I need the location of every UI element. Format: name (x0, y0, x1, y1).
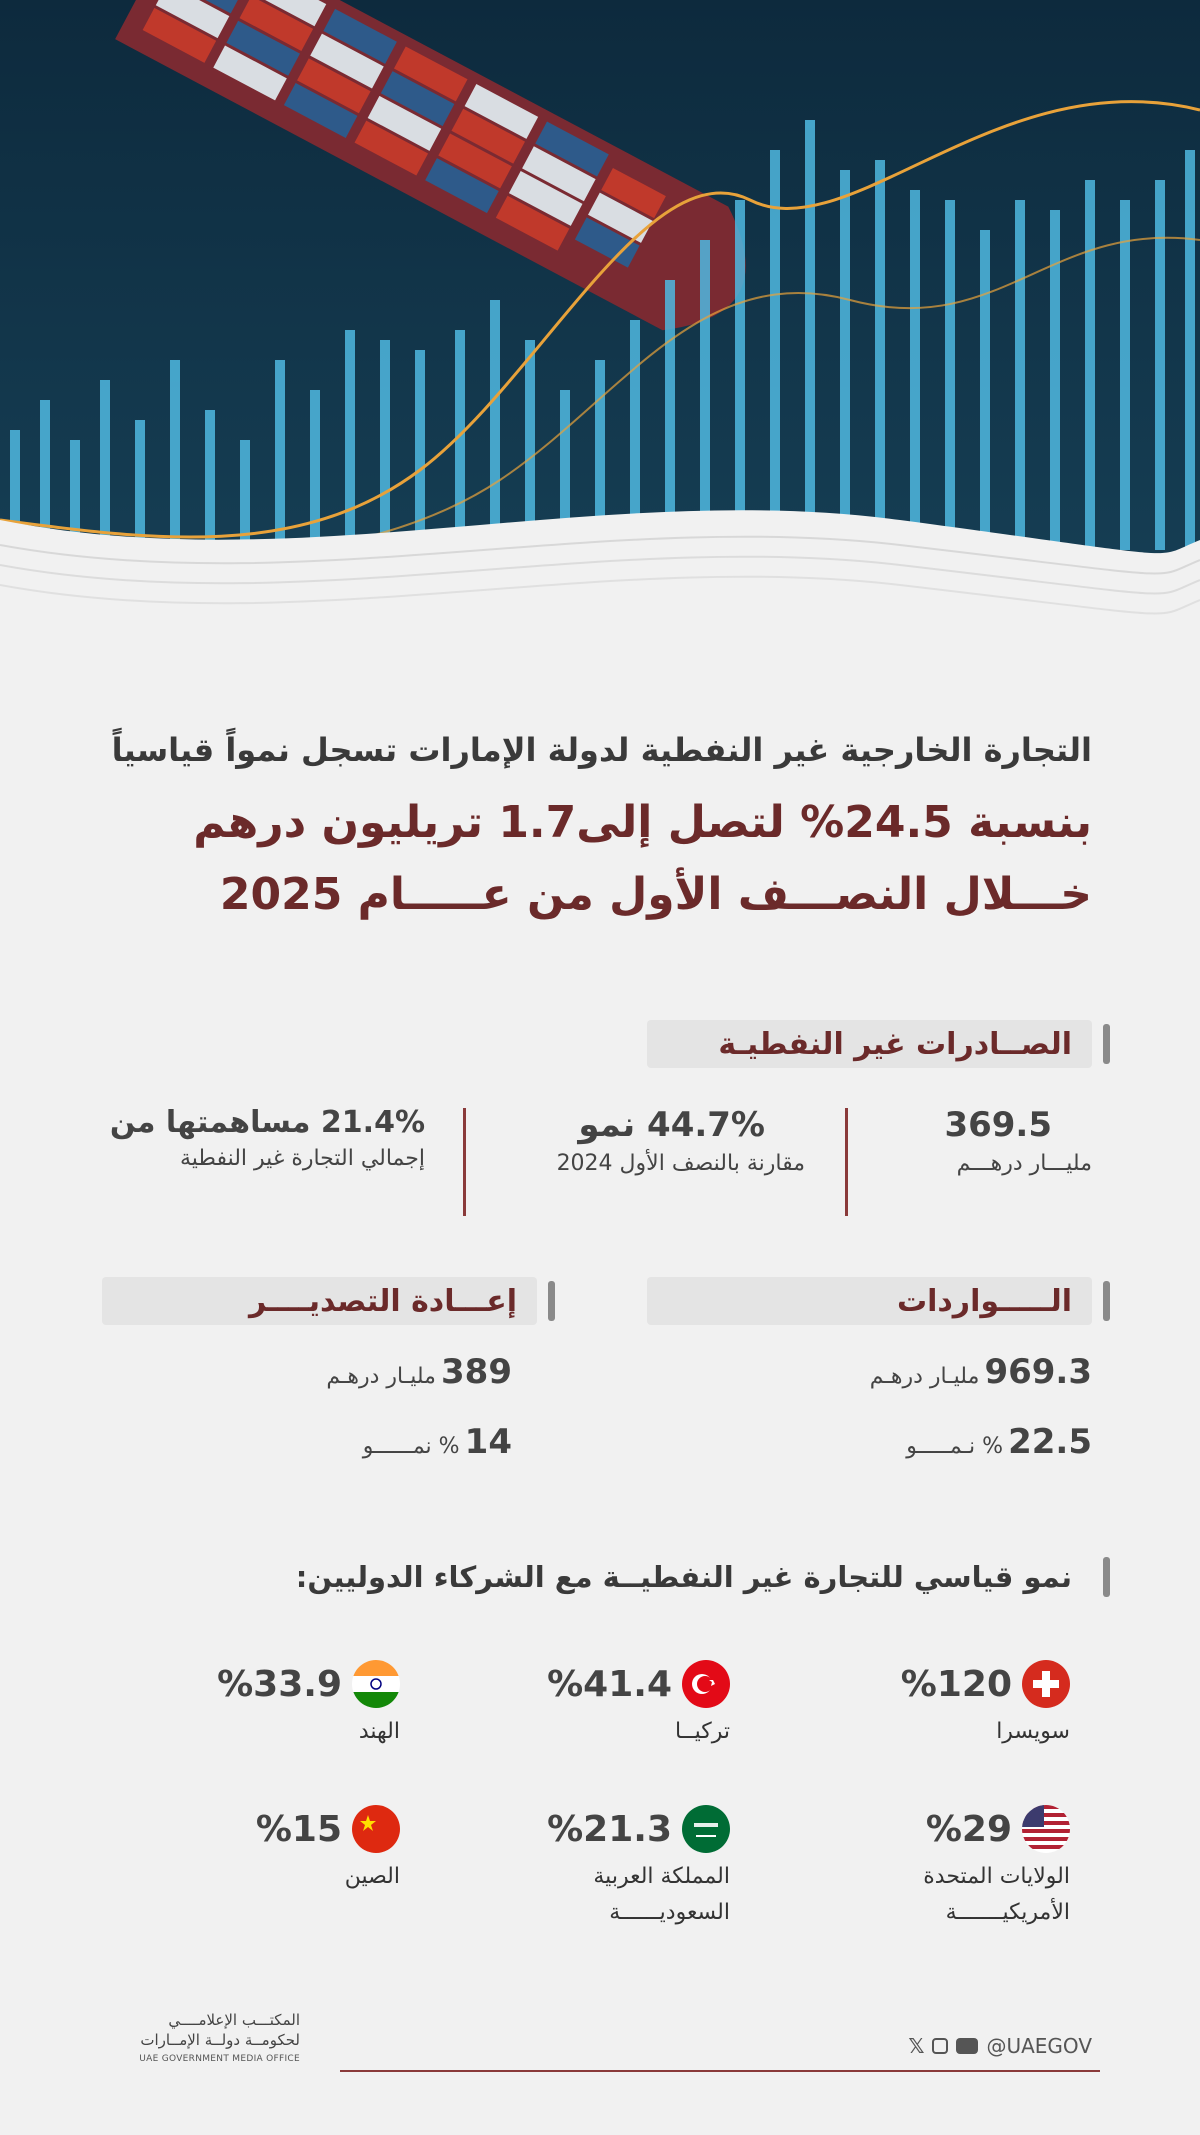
social-handles (908, 2034, 1092, 2058)
exports-growth-note: مقارنة بالنصف الأول 2024 (556, 1151, 805, 1176)
reexports-value-block (92, 1352, 512, 1392)
exports-share: 21.4% مساهمتها من (109, 1105, 425, 1140)
headline-line3: خـــلال النصـــف الأول من عـــــام 2025 (219, 869, 1092, 920)
instagram-icon[interactable] (932, 2038, 948, 2054)
partner-name-line1: المملكة العربية (593, 1864, 730, 1889)
partner-pct: %29 (925, 1808, 1012, 1850)
imports-value-unit: مليـار درهـم (869, 1364, 980, 1389)
turkey-flag-icon (682, 1660, 730, 1708)
reexports-growth-label: % نمــــــو (362, 1434, 460, 1459)
section-marker (548, 1281, 555, 1321)
partner-pct: %33.9 (217, 1663, 342, 1705)
partner-usa (810, 1805, 1070, 1931)
imports-growth-block (647, 1422, 1092, 1462)
usa-flag-icon (1022, 1805, 1070, 1853)
partner-china (140, 1805, 400, 1895)
reexports-value-unit: مليـار درهـم (326, 1364, 436, 1389)
partner-turkey (470, 1660, 730, 1750)
partner-name: سويسرا (996, 1719, 1070, 1744)
partner-pct: %120 (900, 1663, 1012, 1705)
china-flag-icon (352, 1805, 400, 1853)
exports-growth-block (485, 1105, 805, 1176)
reexports-label-text: إعـــادة التصديــــر (249, 1283, 517, 1319)
exports-share-block (105, 1105, 425, 1171)
exports-divider-1 (845, 1108, 848, 1216)
partner-name: الصين (344, 1864, 400, 1889)
partner-name-line2: الأمريكيـــــــة (945, 1900, 1070, 1925)
x-icon[interactable]: 𝕏 (908, 2034, 925, 2058)
imports-growth-label: % نـمـــــو (906, 1434, 1004, 1459)
partner-pct: %41.4 (547, 1663, 672, 1705)
partner-pct: %21.3 (547, 1808, 672, 1850)
exports-label (647, 1020, 1092, 1068)
partner-name (470, 1859, 730, 1931)
exports-value-block (852, 1105, 1092, 1176)
imports-label-text: الـــــواردات (896, 1283, 1072, 1319)
media-office-logo (100, 2010, 300, 2064)
partner-name: الهند (358, 1719, 400, 1744)
saudi-flag-icon (682, 1805, 730, 1853)
imports-growth-value: 22.5 (1008, 1422, 1092, 1462)
headline-line1: التجارة الخارجية غير النفطية لدولة الإمارات تسجل نمواً قياسياً (111, 731, 1092, 769)
exports-value-unit: مليـــار درهـــم (956, 1151, 1092, 1176)
hero-image (0, 0, 1200, 690)
partner-name (810, 1859, 1070, 1931)
section-marker (1103, 1024, 1110, 1064)
partners-title-text: نمو قياسي للتجارة غير النفطيــة مع الشركاء الدوليين: (295, 1560, 1072, 1594)
partner-name-line1: الولايات المتحدة (923, 1864, 1070, 1889)
partner-name-line2: السعوديــــــة (609, 1900, 730, 1925)
partner-name: تركيــا (675, 1719, 730, 1744)
office-name-ar-1: المكتـــب الإعلامــــي (168, 2011, 300, 2029)
section-marker (1103, 1557, 1110, 1597)
reexports-growth-value: 14 (464, 1422, 512, 1462)
partner-switzerland (810, 1660, 1070, 1750)
exports-value: 369.5 (944, 1105, 1052, 1145)
imports-label (647, 1277, 1092, 1325)
headline (92, 725, 1092, 931)
handle-text[interactable]: @UAEGOV (986, 2034, 1092, 2058)
headline-line2: بنسبة 24.5% لتصل إلى1.7 تريليون درهم (193, 797, 1092, 848)
section-marker (1103, 1281, 1110, 1321)
india-flag-icon (352, 1660, 400, 1708)
partner-pct: %15 (255, 1808, 342, 1850)
exports-divider-2 (463, 1108, 466, 1216)
imports-value: 969.3 (984, 1352, 1092, 1392)
footer-divider (340, 2070, 1100, 2072)
switzerland-flag-icon (1022, 1660, 1070, 1708)
imports-value-block (647, 1352, 1092, 1392)
partner-india (140, 1660, 400, 1750)
office-name-ar-2: لحكومــة دولــة الإمــارات (140, 2031, 300, 2049)
exports-share-note: إجمالي التجارة غير النفطية (179, 1146, 425, 1171)
reexports-value: 389 (441, 1352, 512, 1392)
partners-title (192, 1553, 1092, 1601)
partner-saudi (470, 1805, 730, 1931)
reexports-growth-block (92, 1422, 512, 1462)
office-name-en: UAE GOVERNMENT MEDIA OFFICE (139, 2054, 300, 2064)
youtube-icon[interactable] (956, 2038, 978, 2054)
exports-growth: 44.7% نمو (578, 1105, 765, 1145)
exports-label-text: الصــادرات غير النفطيـة (718, 1026, 1072, 1062)
reexports-label (102, 1277, 537, 1325)
